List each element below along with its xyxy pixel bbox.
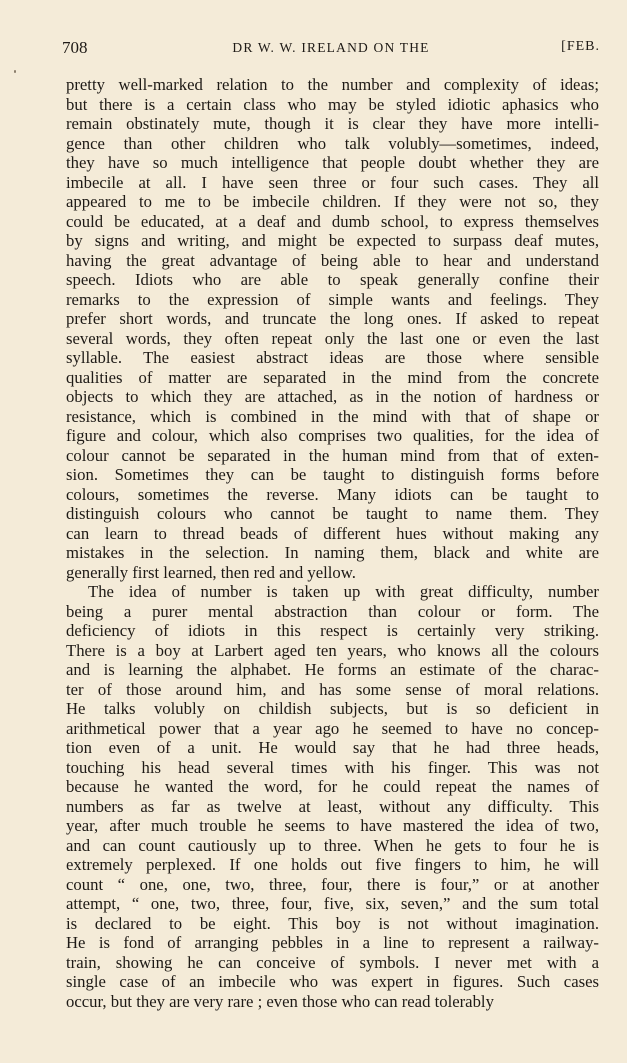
text-line: is declared to be eight. This boy is not without imagination. [66, 913, 599, 933]
text-line: He is fond of arranging pebbles in a line to represent a railway- [66, 933, 599, 952]
text-line: remain obstinately mute, though it is clear they have more intelli- [66, 114, 599, 133]
text-line: pretty well-marked relation to the number and complexity of ideas; [66, 75, 599, 94]
running-title: DR W. W. IRELAND ON THE [232, 40, 430, 55]
text-line: year, after much trouble he seems to have mastered the idea of two, [66, 816, 599, 835]
text-line: numbers as far as twelve at least, without any difficulty. This [66, 796, 599, 816]
text-line: touching his head several times with his finger. This was not [66, 757, 599, 777]
text-line: count “ one, one, two, three, four, there is four,” or at another [66, 874, 599, 894]
header-month: [FEB. [561, 39, 600, 54]
text-line: several words, they often repeat only the last one or even the last [66, 328, 599, 348]
page-number: 708 [62, 38, 88, 57]
text-line: colour cannot be separated in the human mind from that of exten- [66, 445, 599, 465]
text-line: gence than other children who talk volubly—sometimes, indeed, [66, 133, 599, 153]
paragraph [66, 582, 599, 1011]
text-line: He talks volubly on childish subjects, but is so deficient in [66, 699, 599, 718]
text-line: having the great advantage of being able to hear and understand [66, 250, 599, 270]
text-line: There is a boy at Larbert aged ten years, who knows all the colours [66, 640, 599, 660]
text-line: remarks to the expression of simple wants and feelings. They [66, 289, 599, 309]
text-line: The idea of number is taken up with great difficulty, number [88, 582, 599, 601]
text-line: speech. Idiots who are able to speak generally confine their [66, 270, 599, 289]
text-line: they have so much intelligence that people doubt whether they are [66, 153, 599, 172]
text-line: figure and colour, which also comprises two qualities, for the idea of [66, 426, 599, 445]
text-line: mistakes in the selection. In naming them, black and white are [66, 543, 599, 562]
text-line: by signs and writing, and might be expected to surpass deaf mutes, [66, 231, 599, 250]
text-line: attempt, “ one, two, three, four, five, six, seven,” and the sum total [66, 894, 599, 913]
text-line: deficiency of idiots in this respect is certainly very striking. [66, 621, 599, 640]
text-line: and is learning the alphabet. He forms an estimate of the charac- [66, 660, 599, 679]
text-line: can learn to thread beads of different hues without making any [66, 523, 599, 543]
text-line: could be educated, at a deaf and dumb school, to express themselves [66, 211, 599, 231]
text-line: arithmetical power that a year ago he seemed to have no concep- [66, 718, 599, 738]
text-line: single case of an imbecile who was expert in figures. Such cases [66, 972, 599, 991]
text-line: sion. Sometimes they can be taught to distinguish forms before [66, 465, 599, 484]
text-line: ter of those around him, and has some sense of moral relations. [66, 679, 599, 699]
body-text [66, 75, 599, 1011]
text-line: train, showing he can conceive of symbols. I never met with a [66, 952, 599, 972]
text-line: generally first learned, then red and yellow. [66, 562, 356, 582]
text-line: prefer short words, and truncate the long ones. If asked to repeat [66, 309, 599, 328]
text-line: occur, but they are very rare ; even those who can read tolerably [66, 991, 494, 1011]
text-line: being a purer mental abstraction than colour or form. The [66, 601, 599, 621]
text-line: extremely perplexed. If one holds out five fingers to him, he will [66, 855, 599, 874]
text-line: because he wanted the word, for he could repeat the names of [66, 777, 599, 796]
text-line: imbecile at all. I have seen three or four such cases. They all [66, 172, 599, 192]
text-line: distinguish colours who cannot be taught to name them. They [66, 504, 599, 523]
text-line: but there is a certain class who may be styled idiotic aphasics who [66, 94, 599, 114]
paragraph [66, 75, 599, 582]
text-line: resistance, which is combined in the mind with that of shape or [66, 406, 599, 426]
text-line: qualities of matter are separated in the mind from the concrete [66, 367, 599, 387]
text-line: colours, sometimes the reverse. Many idiots can be taught to [66, 484, 599, 504]
margin-speck [14, 70, 16, 73]
text-line: syllable. The easiest abstract ideas are those where sensible [66, 348, 599, 367]
text-line: and can count cautiously up to three. When he gets to four he is [66, 835, 599, 855]
running-header [62, 38, 600, 60]
text-line: appeared to me to be imbecile children. If they were not so, they [66, 192, 599, 211]
text-line: objects to which they are attached, as in the notion of hardness or [66, 387, 599, 406]
text-line: tion even of a unit. He would say that he had three heads, [66, 738, 599, 757]
